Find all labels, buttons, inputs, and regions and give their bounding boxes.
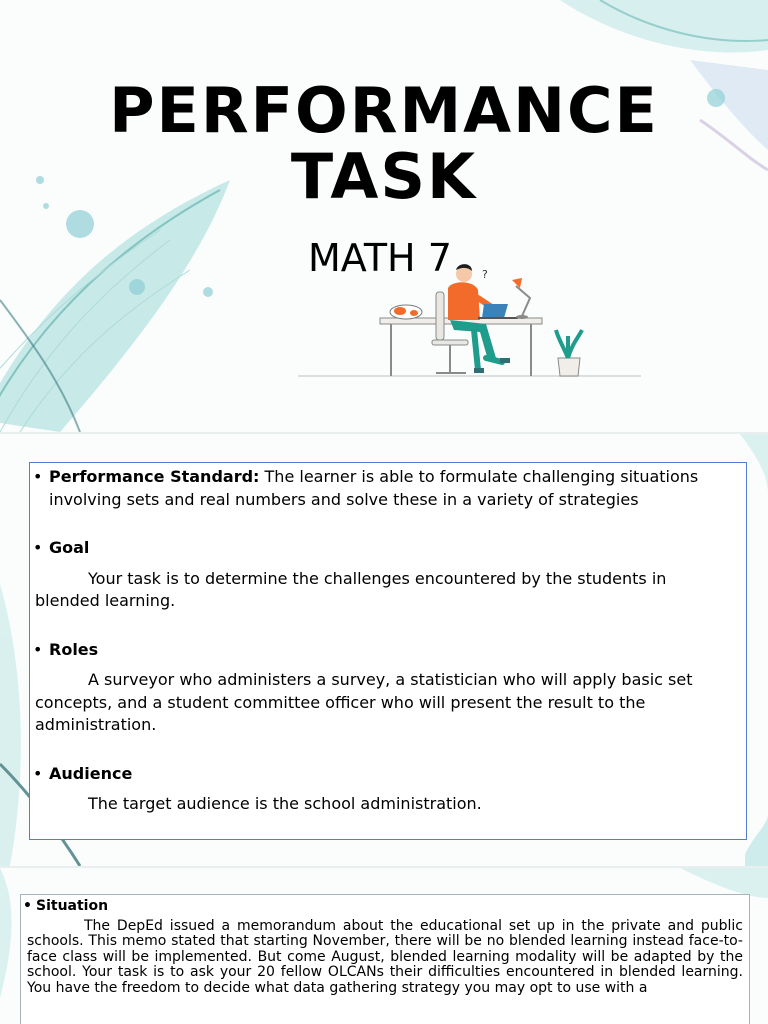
bullet: • — [33, 639, 43, 659]
bullet: • — [23, 898, 32, 914]
performance-standard-text: The learner is able to formulate challenging situations involving sets and real numbers and solve these in a variety of strategies — [49, 467, 699, 509]
audience-text: The target audience is the school administration. — [88, 794, 482, 813]
audience-heading-item — [30, 763, 746, 786]
goal-heading: Goal — [49, 538, 90, 557]
performance-standard-item — [30, 466, 746, 511]
performance-standard-heading: Performance Standard: — [49, 467, 260, 486]
student-at-desk-illustration — [296, 258, 646, 388]
goal-heading-item — [30, 537, 746, 560]
bullet: • — [33, 763, 43, 783]
title-line-2: TASK — [290, 140, 478, 213]
page-title — [0, 74, 768, 213]
situation-text: The DepEd issued a memorandum about the educational set up in the private and public schools. This memo stated that starting November, there will be no blended learning instead face-to-face class will be implemented. But come August, blended learning modality will be adapted by the school. Your task is to ask your 20 fellow OLCANs their difficulties encountered in blended learning. You have the freedom to decide what data gathering strategy you may opt to use with a — [27, 917, 743, 996]
situation-heading-item — [21, 899, 749, 915]
subtitle: MATH 7 — [308, 236, 452, 280]
question-mark-glyph: ? — [482, 268, 488, 281]
title-line-1: PERFORMANCE — [109, 74, 659, 147]
audience-heading: Audience — [49, 763, 133, 783]
title-slide — [0, 0, 768, 432]
task-details-box — [29, 462, 747, 840]
goal-text: Your task is to determine the challenges encountered by the students in blended learning. — [35, 568, 667, 610]
roles-heading: Roles — [49, 639, 99, 659]
task-details-slide — [0, 434, 768, 866]
roles-text: A surveyor who administers a survey, a statistician who will apply basic set concepts, and a student committee officer who will present the result to the administration. — [35, 670, 693, 734]
bullet: • — [33, 538, 43, 557]
situation-slide — [0, 868, 768, 1024]
bullet: • — [33, 467, 43, 486]
situation-heading: Situation — [36, 898, 109, 914]
roles-heading-item — [30, 639, 746, 662]
situation-box — [20, 894, 750, 1024]
